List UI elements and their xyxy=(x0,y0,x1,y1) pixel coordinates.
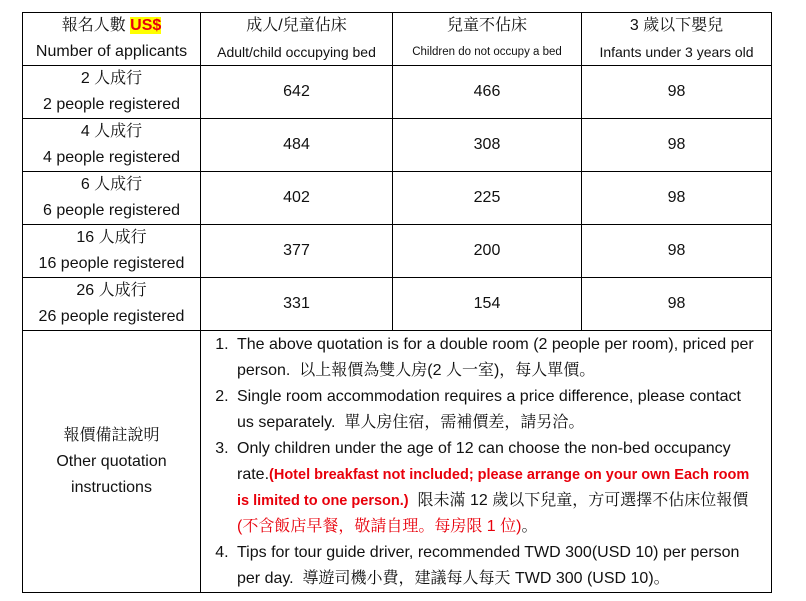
header-child-no-bed xyxy=(393,13,582,66)
table-header-row xyxy=(23,13,772,66)
applicants-zh: 16 人成行 xyxy=(76,229,147,246)
note-text-en: Tips for tour guide driver, recommended TWD 300(USD 10) per person per day. xyxy=(237,544,740,587)
notes-cell xyxy=(201,331,772,593)
applicants-en: 6 people registered xyxy=(43,202,180,219)
notes-label-en-line2: instructions xyxy=(71,478,152,496)
table-row xyxy=(23,225,772,278)
infant-price: 98 xyxy=(582,119,772,172)
applicants-cell xyxy=(23,172,201,225)
header-infant xyxy=(582,13,772,66)
header-adult-bed-en: Adult/child occupying bed xyxy=(217,44,376,60)
currency-label: US$ xyxy=(130,17,162,34)
table-row xyxy=(23,278,772,331)
applicants-cell xyxy=(23,66,201,119)
applicants-zh: 2 人成行 xyxy=(80,70,143,87)
infant-price: 98 xyxy=(582,278,772,331)
header-adult-bed-zh: 成人/兒童佔床 xyxy=(246,17,347,34)
applicants-en: 16 people registered xyxy=(38,255,185,272)
header-applicants xyxy=(23,13,201,66)
header-applicants-zh: 報名人數 xyxy=(61,17,126,34)
note-item xyxy=(233,384,759,436)
adult-price: 377 xyxy=(201,225,393,278)
applicants-zh: 4 人成行 xyxy=(80,123,143,140)
note-item xyxy=(233,540,759,592)
note-text-en: Single room accommodation requires a price difference, please contact us separately. xyxy=(237,388,741,431)
header-infant-en: Infants under 3 years old xyxy=(599,44,754,60)
table-row xyxy=(23,66,772,119)
header-infant-zh: 3 歲以下嬰兒 xyxy=(629,17,724,34)
note-text-zh: 以上報價為雙人房(2 人一室)，每人單價。 xyxy=(299,362,596,379)
notes-list xyxy=(201,331,771,592)
applicants-cell xyxy=(23,278,201,331)
table-row xyxy=(23,172,772,225)
infant-price: 98 xyxy=(582,172,772,225)
note-text-en: Only children under the age of 12 can choose the non-bed occupancy rate. xyxy=(237,440,731,483)
notes-label-en-line1: Other quotation xyxy=(56,452,167,470)
child-price: 466 xyxy=(393,66,582,119)
notes-label-zh: 報價備註說明 xyxy=(63,426,160,444)
adult-price: 402 xyxy=(201,172,393,225)
header-applicants-en: Number of applicants xyxy=(35,43,188,60)
child-price: 200 xyxy=(393,225,582,278)
adult-price: 331 xyxy=(201,278,393,331)
note-text-en: The above quotation is for a double room (2 people per room), priced per person. xyxy=(237,336,754,379)
header-child-no-bed-en: Children do not occupy a bed xyxy=(412,46,562,58)
applicants-zh: 26 人成行 xyxy=(76,282,147,299)
infant-price: 98 xyxy=(582,225,772,278)
note-warning-en: (Hotel breakfast not included; please arrange on your own Each room is limited to one person.) xyxy=(237,467,750,509)
notes-label-cell xyxy=(23,331,201,593)
note-item xyxy=(233,332,759,384)
applicants-zh: 6 人成行 xyxy=(80,176,143,193)
child-price: 225 xyxy=(393,172,582,225)
note-text-zh: 單人房住宿，需補價差，請另洽。 xyxy=(344,414,585,431)
applicants-en: 4 people registered xyxy=(43,149,180,166)
adult-price: 642 xyxy=(201,66,393,119)
child-price: 154 xyxy=(393,278,582,331)
applicants-en: 2 people registered xyxy=(43,96,180,113)
price-table xyxy=(22,12,772,593)
adult-price: 484 xyxy=(201,119,393,172)
notes-row xyxy=(23,331,772,593)
applicants-cell xyxy=(23,225,201,278)
header-adult-bed xyxy=(201,13,393,66)
table-row xyxy=(23,119,772,172)
header-child-no-bed-zh: 兒童不佔床 xyxy=(446,17,527,34)
note-warning-zh: (不含飯店早餐，敬請自理。每房限 1 位) xyxy=(237,518,522,535)
applicants-en: 26 people registered xyxy=(38,308,185,325)
note-text-end: 。 xyxy=(521,518,538,535)
child-price: 308 xyxy=(393,119,582,172)
infant-price: 98 xyxy=(582,66,772,119)
applicants-cell xyxy=(23,119,201,172)
note-text-zh: 限未滿 12 歲以下兒童，方可選擇不佔床位報價 xyxy=(417,492,749,509)
note-text-zh: 導遊司機小費，建議每人每天 TWD 300 (USD 10)。 xyxy=(302,570,670,587)
note-item xyxy=(233,436,759,540)
